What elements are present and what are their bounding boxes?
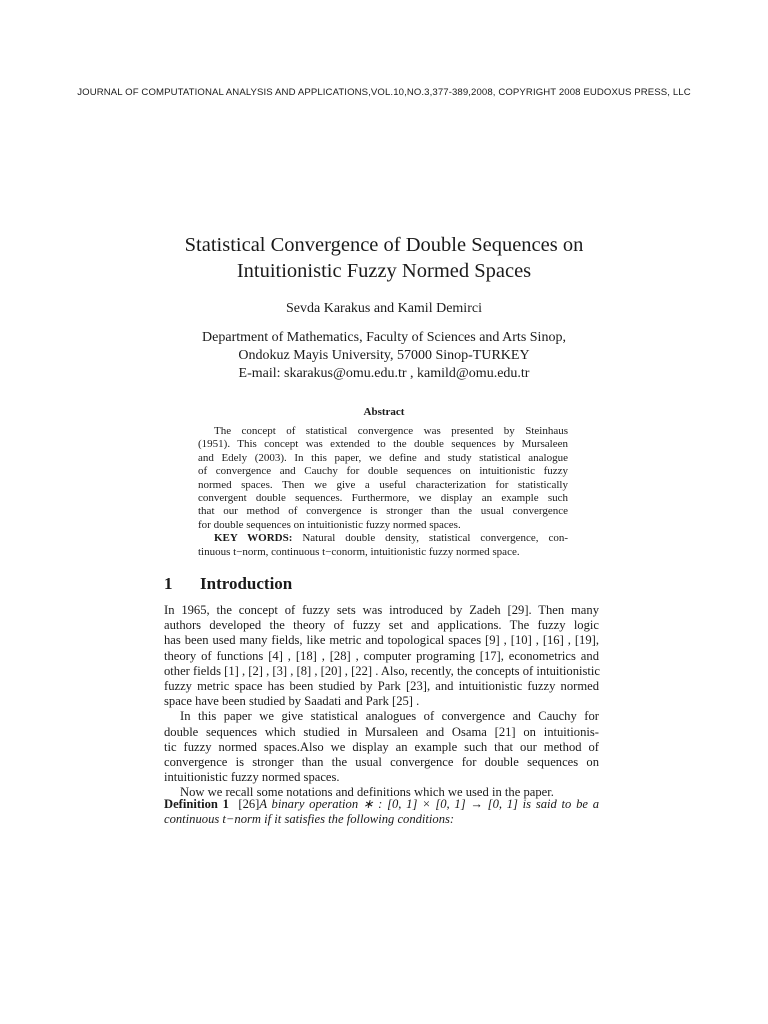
paper-title (150, 232, 618, 284)
body-line: intuitionistic fuzzy normed spaces. (164, 770, 340, 785)
section-heading (164, 574, 292, 594)
body-line: double sequences which studied in Mursaleen and Osama [21] on intuitionis- (164, 724, 599, 739)
definition-ref: [26] (238, 797, 260, 811)
definition-label: Definition 1 (164, 797, 229, 811)
body-line: tic fuzzy normed spaces.Also we display an example such that our method of (164, 739, 599, 754)
abstract-line: for double sequences on intuitionistic fuzzy normed spaces. (198, 518, 461, 531)
body-line: fuzzy metric space has been studied by Park [23], and intuitionistic fuzzy normed (164, 679, 599, 694)
body-line: authors developed the theory of fuzzy set and applications. The fuzzy logic (164, 618, 599, 633)
definition-line: continuous t−norm if it satisfies the following conditions: (164, 812, 455, 827)
abstract-line: The concept of statistical convergence was presented by Steinhaus (214, 425, 568, 437)
journal-header: JOURNAL OF COMPUTATIONAL ANALYSIS AND APPLICATIONS,VOL.10,NO.3,377-389,2008, COPYRIGHT 2008 EUDOXUS PRESS, LLC (77, 87, 691, 98)
keywords-line (198, 532, 568, 545)
title-line: Statistical Convergence of Double Sequences on (184, 234, 584, 256)
affiliation-line: Ondokuz Mayis University, 57000 Sinop-TURKEY (238, 348, 530, 363)
abstract-line: normed spaces. Then we give a useful characterization for statistically (198, 478, 568, 491)
section-number: 1 (164, 574, 173, 593)
affiliation (150, 329, 618, 383)
body-line: has been used many fields, like metric and topological spaces [9] , [10] , [16] , [19], (164, 633, 599, 648)
title-line: Intuitionistic Fuzzy Normed Spaces (236, 260, 532, 282)
abstract-line: (1951). This concept was extended to the double sequences by Mursaleen (198, 438, 568, 451)
definition-line (164, 797, 599, 812)
introduction-body (164, 603, 599, 801)
affiliation-line: Department of Mathematics, Faculty of Sciences and Arts Sinop, (202, 330, 566, 345)
abstract-line: that our method of convergence is stronger than the usual convergence (198, 505, 568, 518)
definition-block (164, 797, 599, 827)
body-line: space have been studied by Saadati and Park [25] . (164, 694, 420, 709)
abstract-line: of convergence and Cauchy for double sequences on intuitionistic fuzzy (198, 465, 568, 478)
body-line: convergence is stronger than the usual convergence for double sequences on (164, 755, 599, 770)
keywords-label: KEY WORDS: (214, 532, 293, 545)
definition-text: A binary operation ∗ : [0, 1] × [0, 1] → [0, 1] is said to be a (259, 797, 599, 811)
keywords-text: Natural double density, statistical convergence, con- (302, 532, 569, 545)
authors: Sevda Karakus and Kamil Demirci (286, 301, 482, 316)
abstract-heading: Abstract (363, 406, 405, 418)
keywords-line: tinuous t−norm, continuous t−conorm, intuitionistic fuzzy normed space. (198, 545, 520, 558)
section-title: Introduction (200, 574, 293, 593)
body-line: other fields [1] , [2] , [3] , [8] , [20] , [22] . Also, recently, the concepts of intuitionistic (164, 663, 601, 678)
affiliation-line: E-mail: skarakus@omu.edu.tr , kamild@omu.edu.tr (238, 366, 530, 381)
abstract-body (198, 425, 568, 559)
body-line: In 1965, the concept of fuzzy sets was introduced by Zadeh [29]. Then many (164, 603, 599, 617)
abstract-line: and Edely (2003). In this paper, we define and study statistical analogue (198, 451, 568, 464)
body-line: Now we recall some notations and definitions which we used in the paper. (180, 785, 554, 800)
body-line: In this paper we give statistical analogues of convergence and Cauchy for (180, 709, 599, 724)
body-line: theory of functions [4] , [18] , [28] , computer programing [17], econometrics and (164, 648, 599, 663)
abstract-line: convergent double sequences. Furthermore, we display an example such (198, 492, 568, 505)
